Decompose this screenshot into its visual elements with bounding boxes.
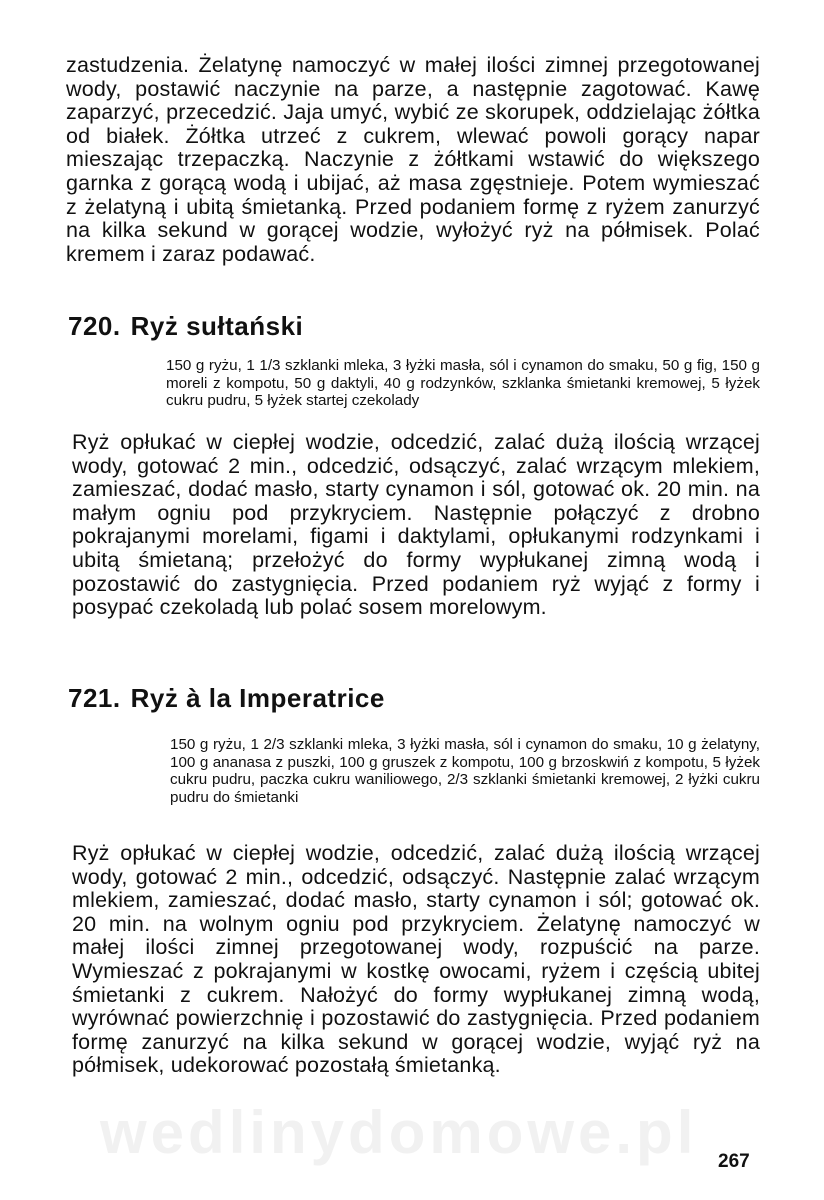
recipe-720-heading <box>68 311 303 342</box>
recipe-721-ingredients: 150 g ryżu, 1 2/3 szklanki mleka, 3 łyżki masła, sól i cynamon do smaku, 10 g żelatyny, 100 g ananasa z puszki, 100 g gruszek z kompotu, 100 g brzoskwiń z kompotu, 5 łyżek cukru pudru, paczka cukru waniliowego, 2/3 szklanki śmietanki kremowej, 2 łyżki cukru pudru do śmietanki <box>170 736 760 806</box>
page-number: 267 <box>718 1151 750 1172</box>
recipe-720-ingredients: 150 g ryżu, 1 1/3 szklanki mleka, 3 łyżki masła, sól i cynamon do smaku, 50 g fig, 150 g moreli z kompotu, 50 g daktyli, 40 g rodzynków, szklanka śmietanki kremowej, 5 łyżek cukru pudru, 5 łyżek startej czekolady <box>166 357 760 410</box>
recipe-721-number: 721. <box>68 683 121 713</box>
recipe-721-heading <box>68 683 385 714</box>
recipe-720-number: 720. <box>68 311 121 341</box>
recipe-720-method: Ryż opłukać w ciepłej wodzie, odcedzić, zalać dużą ilością wrzącej wody, gotować 2 min., odcedzić, odsączyć, zalać wrzącym mlekiem, zamieszać, dodać masło, starty cynamon i sól, gotować ok. 20 min. na małym ogniu pod przykryciem. Następnie połączyć z drobno pokrajanymi morelami, figami i daktylami, opłukanymi rodzynkami i ubitą śmietaną; przełożyć do formy wypłukanej zimną wodą i pozostawić do zastygnięcia. Przed podaniem ryż wyjąć z formy i posypać czekoladą lub polać sosem morelowym. <box>72 430 760 620</box>
intro-paragraph: zastudzenia. Żelatynę namoczyć w małej ilości zimnej przegotowanej wody, postawić naczynie na parze, a następnie zagotować. Kawę zaparzyć, przecedzić. Jaja umyć, wybić ze skorupek, oddzielając żółtka od białek. Żółtka utrzeć z cukrem, wlewać powoli gorący napar mieszając trzepaczką. Naczynie z żółtkami wstawić do większego garnka z gorącą wodą i ubijać, aż masa zgęstnieje. Potem wymieszać z żelatyną i ubitą śmietanką. Przed podaniem formę z ryżem zanurzyć na kilka sekund w gorącej wodzie, wyłożyć ryż na półmisek. Polać kremem i zaraz podawać. <box>66 53 760 266</box>
watermark: wedlinydomowe.pl <box>100 1099 698 1166</box>
recipe-720-title: Ryż sułtański <box>130 311 304 341</box>
recipe-721-title: Ryż à la Imperatrice <box>130 683 385 713</box>
recipe-721-method: Ryż opłukać w ciepłej wodzie, odcedzić, zalać dużą ilością wrzącej wody, gotować 2 min., odcedzić, odsączyć. Następnie zalać wrzącym mlekiem, zamieszać, dodać masło, starty cynamon i sól; gotować ok. 20 min. na wolnym ogniu pod przykryciem. Żelatynę namoczyć w małej ilości zimnej przegotowanej wody, rozpuścić na parze. Wymieszać z pokrajanymi w kostkę owocami, ryżem i częścią ubitej śmietanki z cukrem. Nałożyć do formy wypłukanej zimną wodą, wyrównać powierzchnię i pozostawić do zastygnięcia. Przed podaniem formę zanurzyć na kilka sekund w gorącej wodzie, wyjąć ryż na półmisek, udekorować pozostałą śmietanką. <box>72 841 760 1078</box>
